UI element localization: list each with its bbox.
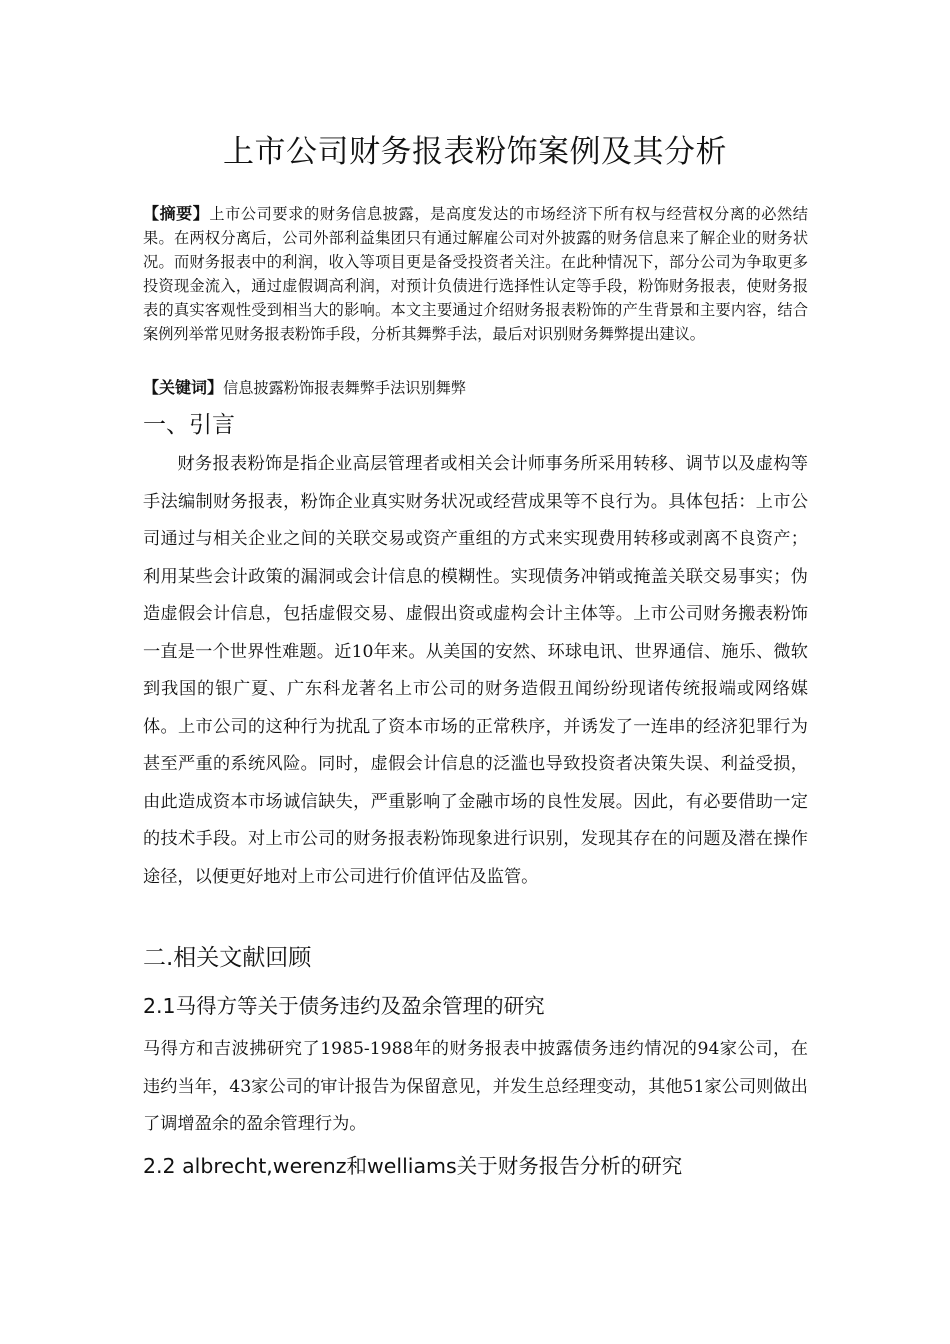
keywords-paragraph	[143, 376, 808, 400]
subsection-heading-2-1: 2.1马得方等关于债务违约及盈余管理的研究	[143, 994, 545, 1018]
subsection-2-1-paragraph: 马得方和吉波拂研究了1985-1988年的财务报表中披露债务违约情况的94家公司，在违约当年，43家公司的审计报告为保留意见，并发生总经理变动，其他51家公司则做出了调增盈余的盈余管理行为。	[143, 1039, 808, 1134]
subsection-heading-2-2: 2.2 albrecht,werenz和welliams关于财务报告分析的研究	[143, 1154, 683, 1178]
abstract-paragraph	[143, 202, 808, 346]
keywords-text: 信息披露粉饰报表舞弊手法识别舞弊	[223, 379, 467, 397]
keywords-label: 【关键词】	[143, 378, 224, 397]
intro-paragraph: 财务报表粉饰是指企业高层管理者或相关会计师事务所采用转移、调节以及虚构等手法编制财务报表，粉饰企业真实财务状况或经营成果等不良行为。具体包括：上市公司通过与相关企业之间的关联交易或资产重组的方式来实现费用转移或剥离不良资产；利用某些会计政策的漏洞或会计信息的模糊性。实现债务冲销或掩盖关联交易事实；伪造虚假会计信息，包括虚假交易、虚假出资或虚构会计主体等。上市公司财务搬表粉饰一直是一个世界性难题。近10年来。从美国的安然、环球电讯、世界通信、施乐、微软到我国的银广夏、广东科龙著名上市公司的财务造假丑闻纷纷现诸传统报端或网络媒体。上市公司的这种行为扰乱了资本市场的正常秩序，并诱发了一连串的经济犯罪行为甚至严重的系统风险。同时，虚假会计信息的泛滥也导致投资者决策失误、利益受损，由此造成资本市场诚信缺失，严重影响了金融市场的良性发展。因此，有必要借助一定的技术手段。对上市公司的财务报表粉饰现象进行识别，发现其存在的问题及潜在操作途径，以便更好地对上市公司进行价值评估及监管。	[143, 454, 808, 887]
section-heading-intro: 一、引言	[143, 412, 235, 438]
page-title: 上市公司财务报表粉饰案例及其分析	[223, 134, 727, 170]
abstract-label: 【摘要】	[143, 204, 210, 223]
section-heading-literature: 二.相关文献回顾	[143, 945, 312, 971]
abstract-text: 上市公司要求的财务信息披露，是高度发达的市场经济下所有权与经营权分离的必然结果。在两权分离后，公司外部利益集团只有通过解雇公司对外披露的财务信息来了解企业的财务状况。而财务报表中的利润，收入等项目更是备受投资者关注。在此种情况下，部分公司为争取更多投资现金流入，通过虚假调高利润，对预计负债进行选择性认定等手段，粉饰财务报表，使财务报表的真实客观性受到相当大的影响。本文主要通过介绍财务报表粉饰的产生背景和主要内容，结合案例列举常见财务报表粉饰手段，分析其舞弊手法，最后对识别财务舞弊提出建议。	[143, 205, 808, 343]
